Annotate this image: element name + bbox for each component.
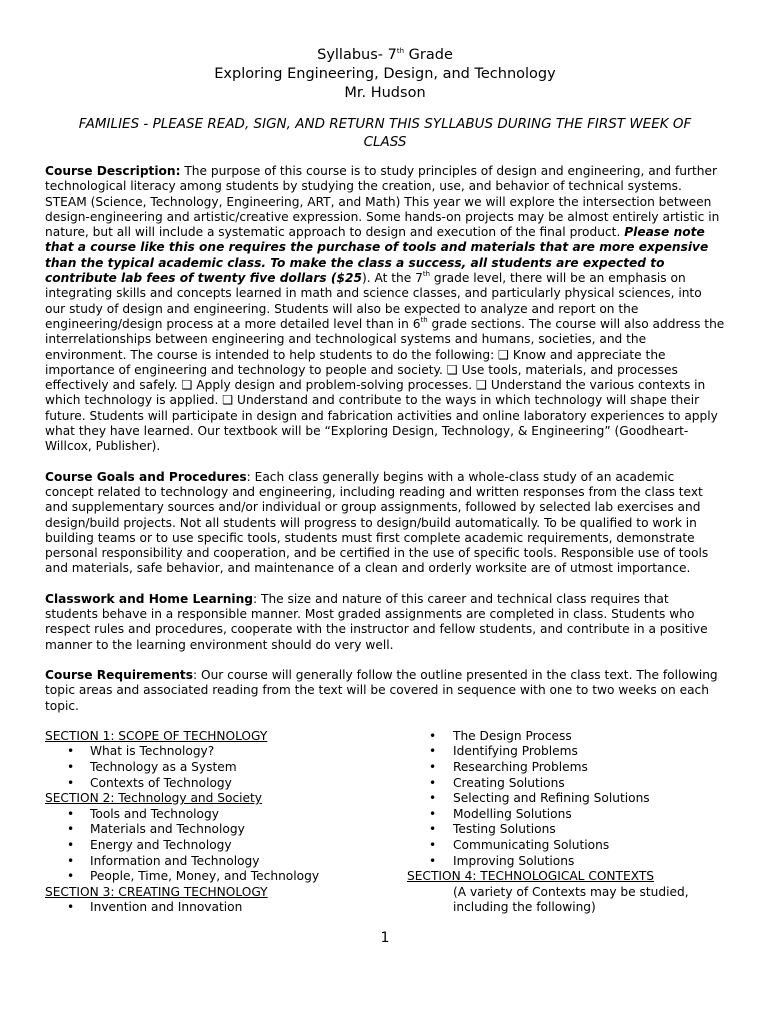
- description-text-4: grade sections. The course will also address the interrelationships between engineering and technological systems and humans, societies, and the environment. The course is intended to help students to do the following: ❑ Know and appreciate the importance of engineering and technology to people and society. ❑ Use tools, materials, and processes effectively and safely. ❑ Apply design and problem-solving processes. ❑ Understand the various contexts in which technology is applied. ❑ Understand and contribute to the ways in which technology will shape their future. Students will participate in design and fabrication activities and online laboratory experiences to apply what they have learned. Our textbook will be “Exploring Design, Technology, & Engineering” (Goodheart-Willcox, Publisher).: [45, 316, 725, 454]
- section-3-heading: SECTION 3: CREATING TECHNOLOGY: [45, 884, 268, 899]
- title-text: Syllabus- 7: [317, 47, 397, 63]
- section-2-heading: SECTION 2: Technology and Society: [45, 791, 263, 806]
- classwork-home-learning: [45, 592, 725, 653]
- outline-left-column: [45, 729, 375, 916]
- course-title: Exploring Engineering, Design, and Technology: [214, 66, 556, 82]
- course-description: [45, 164, 725, 455]
- list-item: • What is Technology?: [45, 744, 375, 760]
- list-item: • Energy and Technology: [45, 838, 375, 854]
- section-4-heading: SECTION 4: TECHNOLOGICAL CONTEXTS: [407, 869, 655, 884]
- list-item: • Contexts of Technology: [45, 776, 375, 792]
- course-goals: [45, 470, 725, 577]
- outline-right-column: [407, 729, 727, 916]
- superscript-th: th: [420, 315, 428, 324]
- list-item: • Testing Solutions: [407, 822, 727, 838]
- title-superscript: th: [396, 47, 405, 55]
- classwork-text: : The size and nature of this career and technical class requires that students behave in a responsible manner. Most graded assignments are completed in class. Students who respect rules and procedures, cooperate with the instructor and fellow students, and contribute in a positive manner to the learning environment should do very well.: [45, 591, 708, 652]
- section-3-list: [45, 900, 375, 916]
- notice-line-1: FAMILIES - PLEASE READ, SIGN, AND RETURN THIS SYLLABUS DURING THE FIRST WEEK OF: [78, 116, 692, 132]
- description-text-1: The purpose of this course is to study principles of design and engineering, and further technological literacy among students by studying the creation, use, and behavior of technical systems. STEAM (Science, Technology, Engineering, ART, and Math) This year we will explore the intersection between design-engineering and artistic/creative expression. Some hands-on projects may be almost entirely artistic in nature, but all will include a systematic approach to design and execution of the final product.: [45, 164, 720, 240]
- section-3-continued-list: [407, 729, 727, 869]
- document-header: [45, 46, 725, 103]
- list-item: • Invention and Innovation: [45, 900, 375, 916]
- list-item: • Identifying Problems: [407, 744, 727, 760]
- list-item: • Creating Solutions: [407, 776, 727, 792]
- teacher-name: Mr. Hudson: [344, 85, 426, 101]
- section-1-list: [45, 744, 375, 791]
- notice-line-2: CLASS: [363, 134, 407, 150]
- title-line: [45, 46, 725, 65]
- course-requirements-text: : Our course will generally follow the outline presented in the class text. The following topic areas and associated reading from the text will be covered in sequence with one to two weeks on each topic.: [45, 667, 718, 713]
- superscript-th: th: [422, 270, 431, 279]
- page-number: 1: [380, 930, 390, 946]
- list-item: • People, Time, Money, and Technology: [45, 869, 375, 885]
- list-item: • Improving Solutions: [407, 854, 727, 870]
- section-4-note: including the following): [453, 900, 596, 915]
- description-text-3: grade level, there will be an emphasis on integrating skills and concepts learned in math and science classes, and particularly physical sciences, into our study of design and engineering. Students will also be expected to analyze and report on the engineering/design process at a more detailed level than in 6: [45, 271, 702, 331]
- list-item: • Modelling Solutions: [407, 807, 727, 823]
- title-grade: Grade: [404, 47, 453, 63]
- list-item: • Tools and Technology: [45, 807, 375, 823]
- classwork-heading: Classwork and Home Learning: [45, 591, 254, 606]
- list-item: • Technology as a System: [45, 760, 375, 776]
- lab-fee-note: Please note that a course like this one requires the purchase of tools and materials that are more expensive than the typical academic class. To make the class a success, all students are expected to contribute lab fees of twenty five dollars ($25: [45, 225, 709, 286]
- list-item: • Selecting and Refining Solutions: [407, 791, 727, 807]
- list-item: • Information and Technology: [45, 854, 375, 870]
- syllabus-page: [45, 46, 725, 919]
- section-2-list: [45, 807, 375, 885]
- course-goals-text: : Each class generally begins with a whole-class study of an academic concept related to technology and engineering, including reading and written responses from the class text and supplementary sources and/or individual or group assignments, followed by selected lab exercises and design/build projects. Not all students will progress to design/build automatically. To be qualified to work in building teams or to use specific tools, students must first complete academic requirements, demonstrate personal responsibility and cooperation, and be certified in the use of specific tools. Responsible use of tools and materials, safe behavior, and maintenance of a clean and orderly worksite are of utmost importance.: [45, 469, 709, 576]
- course-goals-heading: Course Goals and Procedures: [45, 469, 247, 484]
- section-4-note: (A variety of Contexts may be studied,: [453, 884, 689, 899]
- families-notice: [45, 115, 725, 151]
- course-requirements: [45, 668, 725, 714]
- list-item: • Researching Problems: [407, 760, 727, 776]
- course-outline: [45, 729, 725, 919]
- section-1-heading: SECTION 1: SCOPE OF TECHNOLOGY: [45, 728, 268, 743]
- course-requirements-heading: Course Requirements: [45, 667, 193, 682]
- list-item: • Communicating Solutions: [407, 838, 727, 854]
- list-item: • Materials and Technology: [45, 822, 375, 838]
- list-item: • The Design Process: [407, 729, 727, 745]
- course-description-heading: Course Description:: [45, 164, 181, 178]
- description-text-2: ). At the 7: [361, 271, 423, 286]
